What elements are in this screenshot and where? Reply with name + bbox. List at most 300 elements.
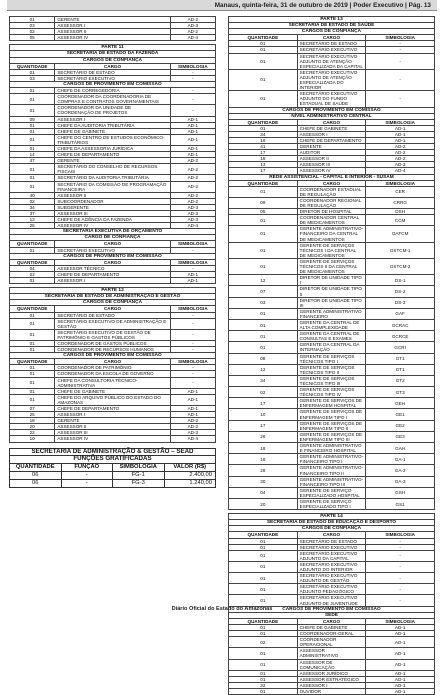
table-row (10, 134, 216, 145)
quantity-cell: 18 (229, 156, 298, 162)
symbol-cell: AD-1 (366, 131, 435, 137)
position-cell: SECRETÁRIO EXECUTIVO ADJUNTO DE GESTÃO (297, 573, 366, 584)
symbol-cell: GT2 (366, 375, 435, 386)
table-row (10, 377, 216, 388)
fin-cell: - (61, 479, 113, 487)
position-cell: SECRETÁRIO EXECUTIVO ADJUNTO DE ATENÇÃO ESPECIALIZADA DO INTERIOR (297, 69, 366, 90)
section-heading: CARGO DE CONFIANÇA (10, 235, 216, 241)
table-row (229, 631, 435, 637)
quantity-cell: 17 (229, 150, 298, 156)
quantity-cell: 01 (10, 105, 55, 116)
quantity-cell: 01 (10, 134, 55, 145)
quantity-cell: 17 (229, 168, 298, 174)
table-row (229, 550, 435, 561)
position-cell: CARGO (55, 63, 170, 69)
symbol-cell: AD-3 (170, 23, 215, 29)
quantity-cell: 01 (10, 278, 55, 284)
symbol-cell: - (366, 573, 435, 584)
quantity-cell: 01 (229, 624, 298, 630)
table-row (229, 454, 435, 465)
symbol-cell: AD-1 (170, 134, 215, 145)
symbol-cell: AD-3 (170, 430, 215, 436)
column-header-row (229, 532, 435, 538)
quantity-cell: 01 (229, 631, 298, 637)
symbol-cell: - (366, 91, 435, 107)
position-cell: ASSESSOR TÉCNICO (55, 265, 170, 271)
quantity-cell: 01 (10, 128, 55, 134)
position-cell: SECRETÁRIO EXECUTIVO (297, 47, 366, 53)
symbol-cell: GE2 (366, 420, 435, 431)
fin-cell: 06 (10, 479, 62, 487)
symbol-cell: AD-2 (170, 198, 215, 204)
symbol-cell: - (366, 584, 435, 595)
symbol-cell: AD-1 (170, 116, 215, 122)
quantity-cell: 01 (229, 125, 298, 131)
quantity-cell: 01 (229, 670, 298, 676)
quantity-cell: 01 (10, 69, 55, 75)
quantity-cell: 26 (10, 223, 55, 229)
quantity-cell: 01 (10, 318, 55, 329)
symbol-cell: DSH (366, 209, 435, 215)
fin-cell: - (61, 471, 113, 479)
position-cell: ASSESSOR III (55, 430, 170, 436)
position-cell: SECRETÁRIO DE ESTADO (55, 69, 170, 75)
quantity-cell: 03 (229, 297, 298, 308)
fin-cell: FG-1 (113, 471, 165, 479)
quantity-cell: 05 (229, 209, 298, 215)
symbol-cell: AD-2 (170, 29, 215, 35)
symbol-cell: SIMBOLOGIA (366, 618, 435, 624)
symbol-cell: - (366, 538, 435, 544)
position-cell: ASSESSOR III (297, 162, 366, 168)
quantity-cell: QUANTIDADE (229, 180, 298, 186)
symbol-cell: CRRG (366, 197, 435, 208)
symbol-cell: AD-4 (170, 35, 215, 41)
symbol-cell: - (366, 595, 435, 606)
symbol-cell: - (366, 561, 435, 572)
symbol-cell: SIMBOLOGIA (366, 35, 435, 41)
position-cell: CHEFE DE AGÊNCIA DA FAZENDA (55, 217, 170, 223)
symbol-cell: GCRI (366, 342, 435, 353)
symbol-cell: AD-1 (170, 278, 215, 284)
table-row (229, 297, 435, 308)
quantity-cell: 09 (10, 116, 55, 122)
table-row (10, 394, 216, 405)
position-cell: COORDENADOR DA ESCOLA DE GOVERNO (55, 371, 170, 377)
position-cell: CHEFE DE CORREGEDORIA (55, 88, 170, 94)
symbol-cell: GT1 (366, 353, 435, 364)
quantity-cell: QUANTIDADE (229, 532, 298, 538)
section-heading: CARGOS DE CONFIANÇA (10, 57, 216, 63)
table-row (229, 409, 435, 420)
symbol-cell: - (170, 69, 215, 75)
table-row (229, 53, 435, 69)
section-heading: SECRETARIA EXECUTIVA DE ORÇAMENTO (10, 229, 216, 235)
symbol-cell: AD-2 (170, 164, 215, 175)
symbol-cell: AD-2 (170, 418, 215, 424)
section-heading: SECRETARIA DE ESTADO DE ADMINISTRAÇÃO E GESTÃO (10, 294, 216, 300)
position-cell: SECRETÁRIO EXECUTIVO ADJUNTO PEDAGÓGICO (297, 584, 366, 595)
section-heading: PARTE 14 (229, 514, 435, 520)
symbol-cell: AD-1 (366, 624, 435, 630)
symbol-cell: - (170, 312, 215, 318)
table-row (229, 487, 435, 498)
position-cell: CARGO (297, 618, 366, 624)
symbol-cell: AD-4 (170, 223, 215, 229)
quantity-cell: 01 (229, 648, 298, 659)
symbol-cell: - (170, 377, 215, 388)
table-row (229, 209, 435, 215)
quantity-cell: 10 (229, 409, 298, 420)
section-heading: CARGOS DE PROVIMENTO EM COMISSÃO (229, 606, 435, 612)
quantity-cell: QUANTIDADE (229, 35, 298, 41)
position-cell: GERENTE DE SERVIÇO ESPECIALIZADO TIPO I (297, 498, 366, 509)
section-heading: SEDE (229, 612, 435, 618)
fin-row (10, 471, 216, 479)
table-row (229, 364, 435, 375)
position-cell: SECRETÁRIO EXECUTIVO DE GESTÃO DE PATRIMÔNIO E GASTOS PÚBLICOS (55, 329, 170, 340)
table-row (229, 319, 435, 330)
position-cell: ASSESSOR I (297, 131, 366, 137)
quantity-cell: QUANTIDADE (10, 259, 55, 265)
symbol-cell: AD-1 (170, 271, 215, 277)
symbol-cell: AD-1 (366, 688, 435, 694)
section-heading: CARGOS DE CONFIANÇA (10, 300, 216, 306)
gratified-functions-table (9, 448, 216, 488)
quantity-cell: 01 (229, 659, 298, 670)
symbol-cell: - (170, 340, 215, 346)
position-cell: SECRETÁRIO EXECUTIVO ADJUNTO DO INTERIOR (297, 561, 366, 572)
symbol-cell: AD-1 (366, 682, 435, 688)
quantity-cell: 01 (10, 365, 55, 371)
position-cell: ASSESSOR II (297, 156, 366, 162)
position-cell: ASSESSOR IV (55, 223, 170, 229)
symbol-cell: GT1 (366, 364, 435, 375)
page-header: Manaus, quinta-feira, 31 de outubro de 2019 | Poder Executivo | Pág. 13 (7, 0, 437, 11)
position-cell: CARGO (297, 532, 366, 538)
position-cell: ASSESSOR IV (55, 35, 170, 41)
quantity-cell: 32 (229, 682, 298, 688)
quantity-cell: 01 (229, 595, 298, 606)
position-cell: GERENTE DE SERVIÇOS TÉCNICOS TIPO IV (297, 387, 366, 398)
position-cell: CARGO (297, 35, 366, 41)
position-cell: GERENTE (55, 17, 170, 23)
quantity-cell: 01 (229, 342, 298, 353)
symbol-cell: - (170, 75, 215, 81)
symbol-cell: AD-1 (170, 394, 215, 405)
symbol-cell: AD-1 (366, 631, 435, 637)
position-cell: ASSESSOR ADMINISTRATIVO (297, 648, 366, 659)
symbol-cell: GCRAC (366, 319, 435, 330)
position-cell: GERENTE (55, 158, 170, 164)
quantity-cell: 01 (10, 164, 55, 175)
symbol-cell: - (366, 69, 435, 90)
table-row (229, 659, 435, 670)
position-cell: DIRETOR DE UNIDADE TIPO II (297, 286, 366, 297)
position-cell: DIRETOR DE HOSPITAL (297, 209, 366, 215)
position-cell: CHEFE DA AUDITORIA TRIBUTÁRIA (55, 122, 170, 128)
symbol-cell: AD-2 (366, 144, 435, 150)
position-cell: SECRETÁRIO EXECUTIVO (55, 75, 170, 81)
quantity-cell: 01 (229, 242, 298, 258)
position-cell: COORDENADOR DE GASTOS PÚBLICOS (55, 340, 170, 346)
table-row (229, 688, 435, 694)
fin-cell: FG-3 (113, 479, 165, 487)
position-cell: CHEFE DE DEPARTAMENTO (297, 137, 366, 143)
symbol-cell: GA-2 (366, 465, 435, 476)
fin-subtitle: FUNÇÕES GRATIFICADAS (10, 456, 216, 464)
symbol-cell: AD-3 (170, 211, 215, 217)
table-row (229, 465, 435, 476)
table-row (229, 476, 435, 487)
quantity-cell: 01 (229, 544, 298, 550)
position-cell: SECRETÁRIO EXECUTIVO (297, 544, 366, 550)
symbol-cell: GCRCE (366, 331, 435, 342)
page-footer: Diário Oficial do Estado do Amazonas (171, 606, 273, 612)
quantity-cell: 17 (229, 398, 298, 409)
symbol-cell: AD-3 (170, 204, 215, 210)
position-cell: GERENTE DE SERVIÇOS DE ENFERMAGEM TIPO I (297, 409, 366, 420)
quantity-cell: 10 (10, 436, 55, 442)
position-cell: GERENTE ADMINISTRATIVO FINANCEIRO (297, 308, 366, 319)
left-table (9, 16, 216, 443)
quantity-cell: QUANTIDADE (10, 306, 55, 312)
symbol-cell: GSTCM-1 (366, 242, 435, 258)
fin-row (10, 479, 216, 487)
position-cell: OUVIDOR (297, 688, 366, 694)
quantity-cell: QUANTIDADE (229, 618, 298, 624)
quantity-cell: 12 (229, 364, 298, 375)
symbol-cell: - (366, 544, 435, 550)
position-cell: GERENTE (297, 144, 366, 150)
symbol-cell: AD-1 (170, 152, 215, 158)
table-row (229, 69, 435, 90)
symbol-cell: CCM (366, 215, 435, 226)
position-cell: DIRETOR DE UNIDADE TIPO I (297, 275, 366, 286)
fin-cell: 1.240,00 (164, 479, 216, 487)
quantity-cell: 47 (10, 158, 55, 164)
table-row (229, 595, 435, 606)
position-cell: DIRETOR DE UNIDADE TIPO III (297, 297, 366, 308)
position-cell: CHEFE DE DEPARTAMENTO (55, 271, 170, 277)
quantity-cell: 01 (10, 394, 55, 405)
quantity-cell: 09 (229, 197, 298, 208)
table-row (229, 375, 435, 386)
column-header-row (10, 63, 216, 69)
section-heading: CARGOS DE PROVIMENTO EM COMISSÃO (10, 253, 216, 259)
symbol-cell: AD-1 (366, 648, 435, 659)
symbol-cell: - (170, 329, 215, 340)
section-heading: CARGOS DE CONFIANÇA (229, 29, 435, 35)
position-cell: SECRETÁRIO EXECUTIVO ADJUNTO DA CAPITAL (297, 550, 366, 561)
table-row (229, 676, 435, 682)
position-cell: GERENTE ADMINISTRATIVO E FINANCEIRO HOSPITAL (297, 443, 366, 454)
quantity-cell: QUANTIDADE (10, 241, 55, 247)
position-cell: SECRETÁRIO DA AUDITORIA TRIBUTÁRIA (55, 175, 170, 181)
column-header-row (10, 359, 216, 365)
table-row (229, 624, 435, 630)
position-cell: COORDENADOR DA COORDENADORIA DE COMPRAS E CONTRATOS GOVERNAMENTAIS (55, 94, 170, 105)
section-heading: CARGOS DE CONFIANÇA (229, 526, 435, 532)
symbol-cell: GAH (366, 443, 435, 454)
position-cell: SECRETÁRIO DE ESTADO (297, 41, 366, 47)
position-cell: CHEFE DE GABINETE (297, 624, 366, 630)
quantity-cell: 03 (10, 23, 55, 29)
quantity-cell: QUANTIDADE (10, 63, 55, 69)
quantity-cell: 13 (10, 217, 55, 223)
quantity-cell: QUANTIDADE (229, 119, 298, 125)
position-cell: GERENTE ADMINISTRATIVO-FINANCEIRO TIPO III (297, 476, 366, 487)
position-cell: ASSESSOR II (55, 192, 170, 198)
symbol-cell: - (170, 365, 215, 371)
symbol-cell: AD-4 (366, 168, 435, 174)
symbol-cell: SIMBOLOGIA (170, 306, 215, 312)
position-cell: GERENTE DE SERVIÇOS DE ENFERMAGEM TIPO II (297, 420, 366, 431)
position-cell: CHEFE DO ARQUIVO PÚBLICO DO ESTADO DO AMAZONAS (55, 394, 170, 405)
table-row (229, 286, 435, 297)
symbol-cell: - (366, 53, 435, 69)
section-heading: PARTE 13 (229, 17, 435, 23)
symbol-cell: AD-1 (366, 137, 435, 143)
position-cell: CARGO (297, 180, 366, 186)
position-cell: SECRETÁRIO EXECUTIVO ADJUNTO DO FUNDO ESTADUAL DE SAÚDE (297, 91, 366, 107)
section-heading: CARGOS DE PROVIMENTO EM COMISSÃO (10, 81, 216, 87)
position-cell: GERENTE DE SERVIÇOS TÉCNICOS TIPO I (297, 353, 366, 364)
symbol-cell: AD-1 (366, 670, 435, 676)
column-header-row (10, 241, 216, 247)
column-header-row (229, 180, 435, 186)
quantity-cell: 37 (10, 211, 55, 217)
position-cell: ASSESSOR DE COMUNICAÇÃO (297, 659, 366, 670)
quantity-cell: 13 (229, 162, 298, 168)
quantity-cell: 01 (10, 181, 55, 192)
quantity-cell: 01 (10, 145, 55, 151)
fin-cell: 2.400,00 (164, 471, 216, 479)
quantity-cell: 01 (229, 319, 298, 330)
section-heading: SECRETARIA DE ESTADO DA FAZENDA (10, 51, 216, 57)
position-cell: COORDENADOR DE PATRIMÔNIO (55, 365, 170, 371)
symbol-cell: AD-1 (170, 122, 215, 128)
symbol-cell: DS-1 (366, 275, 435, 286)
table-row (229, 420, 435, 431)
symbol-cell: AD-2 (170, 17, 215, 23)
table-row (229, 91, 435, 107)
symbol-cell: - (366, 550, 435, 561)
position-cell: CHEFE DE GABINETE (297, 125, 366, 131)
position-cell: SUBGERENTE (55, 204, 170, 210)
table-row (229, 648, 435, 659)
position-cell: SECRETÁRIO EXECUTIVO DE ADMINISTRAÇÃO E GESTÃO (55, 318, 170, 329)
quantity-cell: 20 (229, 498, 298, 509)
quantity-cell: 18 (229, 443, 298, 454)
table-row (229, 670, 435, 676)
symbol-cell: AD-2 (170, 181, 215, 192)
symbol-cell: GE1 (366, 409, 435, 420)
symbol-cell: AD-1 (170, 128, 215, 134)
position-cell: COORDENADOR DE RECURSOS HUMANOS (55, 347, 170, 353)
symbol-cell: AD-1 (170, 388, 215, 394)
symbol-cell: AD-2 (170, 158, 215, 164)
table-row (229, 215, 435, 226)
symbol-cell: - (170, 265, 215, 271)
symbol-cell: GAFCM (366, 226, 435, 242)
symbol-cell: AD-2 (366, 150, 435, 156)
quantity-cell: 01 (229, 215, 298, 226)
symbol-cell: GA-3 (366, 476, 435, 487)
right-table (228, 16, 435, 695)
table-row (229, 186, 435, 197)
symbol-cell: - (366, 47, 435, 53)
fin-cell: 06 (10, 471, 62, 479)
table-row (229, 398, 435, 409)
quantity-cell: 40 (10, 192, 55, 198)
symbol-cell: AD-1 (366, 659, 435, 670)
section-heading: CARGOS DE PROVIMENTO EM COMISSÃO (10, 353, 216, 359)
quantity-cell: 41 (229, 144, 298, 150)
table-row (229, 342, 435, 353)
position-cell: SUBCOORDENADOR (55, 198, 170, 204)
quantity-cell: 01 (10, 388, 55, 394)
position-cell: ASSESSOR II (55, 424, 170, 430)
quantity-cell: 01 (10, 247, 55, 253)
quantity-cell: 20 (10, 424, 55, 430)
quantity-cell: 01 (10, 88, 55, 94)
quantity-cell: 30 (229, 476, 298, 487)
quantity-cell: 07 (10, 406, 55, 412)
symbol-cell: AD-2 (170, 175, 215, 181)
section-heading: CARGOS DE PROVIMENTO EM COMISSÃO (229, 107, 435, 113)
quantity-cell: 01 (10, 17, 55, 23)
quantity-cell: 01 (10, 329, 55, 340)
column-header-row (10, 259, 216, 265)
symbol-cell: GA-1 (366, 454, 435, 465)
quantity-cell: 01 (229, 573, 298, 584)
table-row (229, 637, 435, 648)
table-row (229, 197, 435, 208)
symbol-cell: AD-2 (170, 192, 215, 198)
position-cell: GERENTE DE SERVIÇO ESPECIALIZADO HOSPITAL (297, 487, 366, 498)
symbol-cell: AD-1 (366, 676, 435, 682)
quantity-cell: 02 (10, 198, 55, 204)
table-row (229, 331, 435, 342)
position-cell: SECRETÁRIO DA COMISSÃO DE PROGRAMAÇÃO FINANCEIRA (55, 181, 170, 192)
position-cell: GERENTE DE SERVIÇOS TÉCNICOS I DA CENTRAL DE MEDICAMENTOS (297, 242, 366, 258)
quantity-cell: 02 (229, 387, 298, 398)
quantity-cell: 26 (229, 431, 298, 442)
symbol-cell: SIMBOLOGIA (170, 241, 215, 247)
table-row (10, 318, 216, 329)
quantity-cell: 12 (229, 275, 298, 286)
symbol-cell: GAF (366, 308, 435, 319)
quantity-cell: 14 (10, 152, 55, 158)
quantity-cell: 01 (10, 94, 55, 105)
position-cell: COORDENADOR REGIONAL DE REGULAÇÃO (297, 197, 366, 208)
position-cell: GERENTE (55, 418, 170, 424)
symbol-cell: DS-2 (366, 286, 435, 297)
table-row (229, 226, 435, 242)
symbol-cell: SIMBOLOGIA (366, 119, 435, 125)
symbol-cell: - (170, 347, 215, 353)
position-cell: SECRETÁRIO EXECUTIVO ADJUNTO DE JUVENTUDE (297, 595, 366, 606)
quantity-cell: 01 (229, 226, 298, 242)
symbol-cell: GSTCM-2 (366, 258, 435, 274)
quantity-cell: 18 (10, 418, 55, 424)
symbol-cell: GT3 (366, 387, 435, 398)
symbol-cell: AD-1 (170, 145, 215, 151)
table-row (229, 431, 435, 442)
symbol-cell: - (170, 318, 215, 329)
table-row (229, 498, 435, 509)
